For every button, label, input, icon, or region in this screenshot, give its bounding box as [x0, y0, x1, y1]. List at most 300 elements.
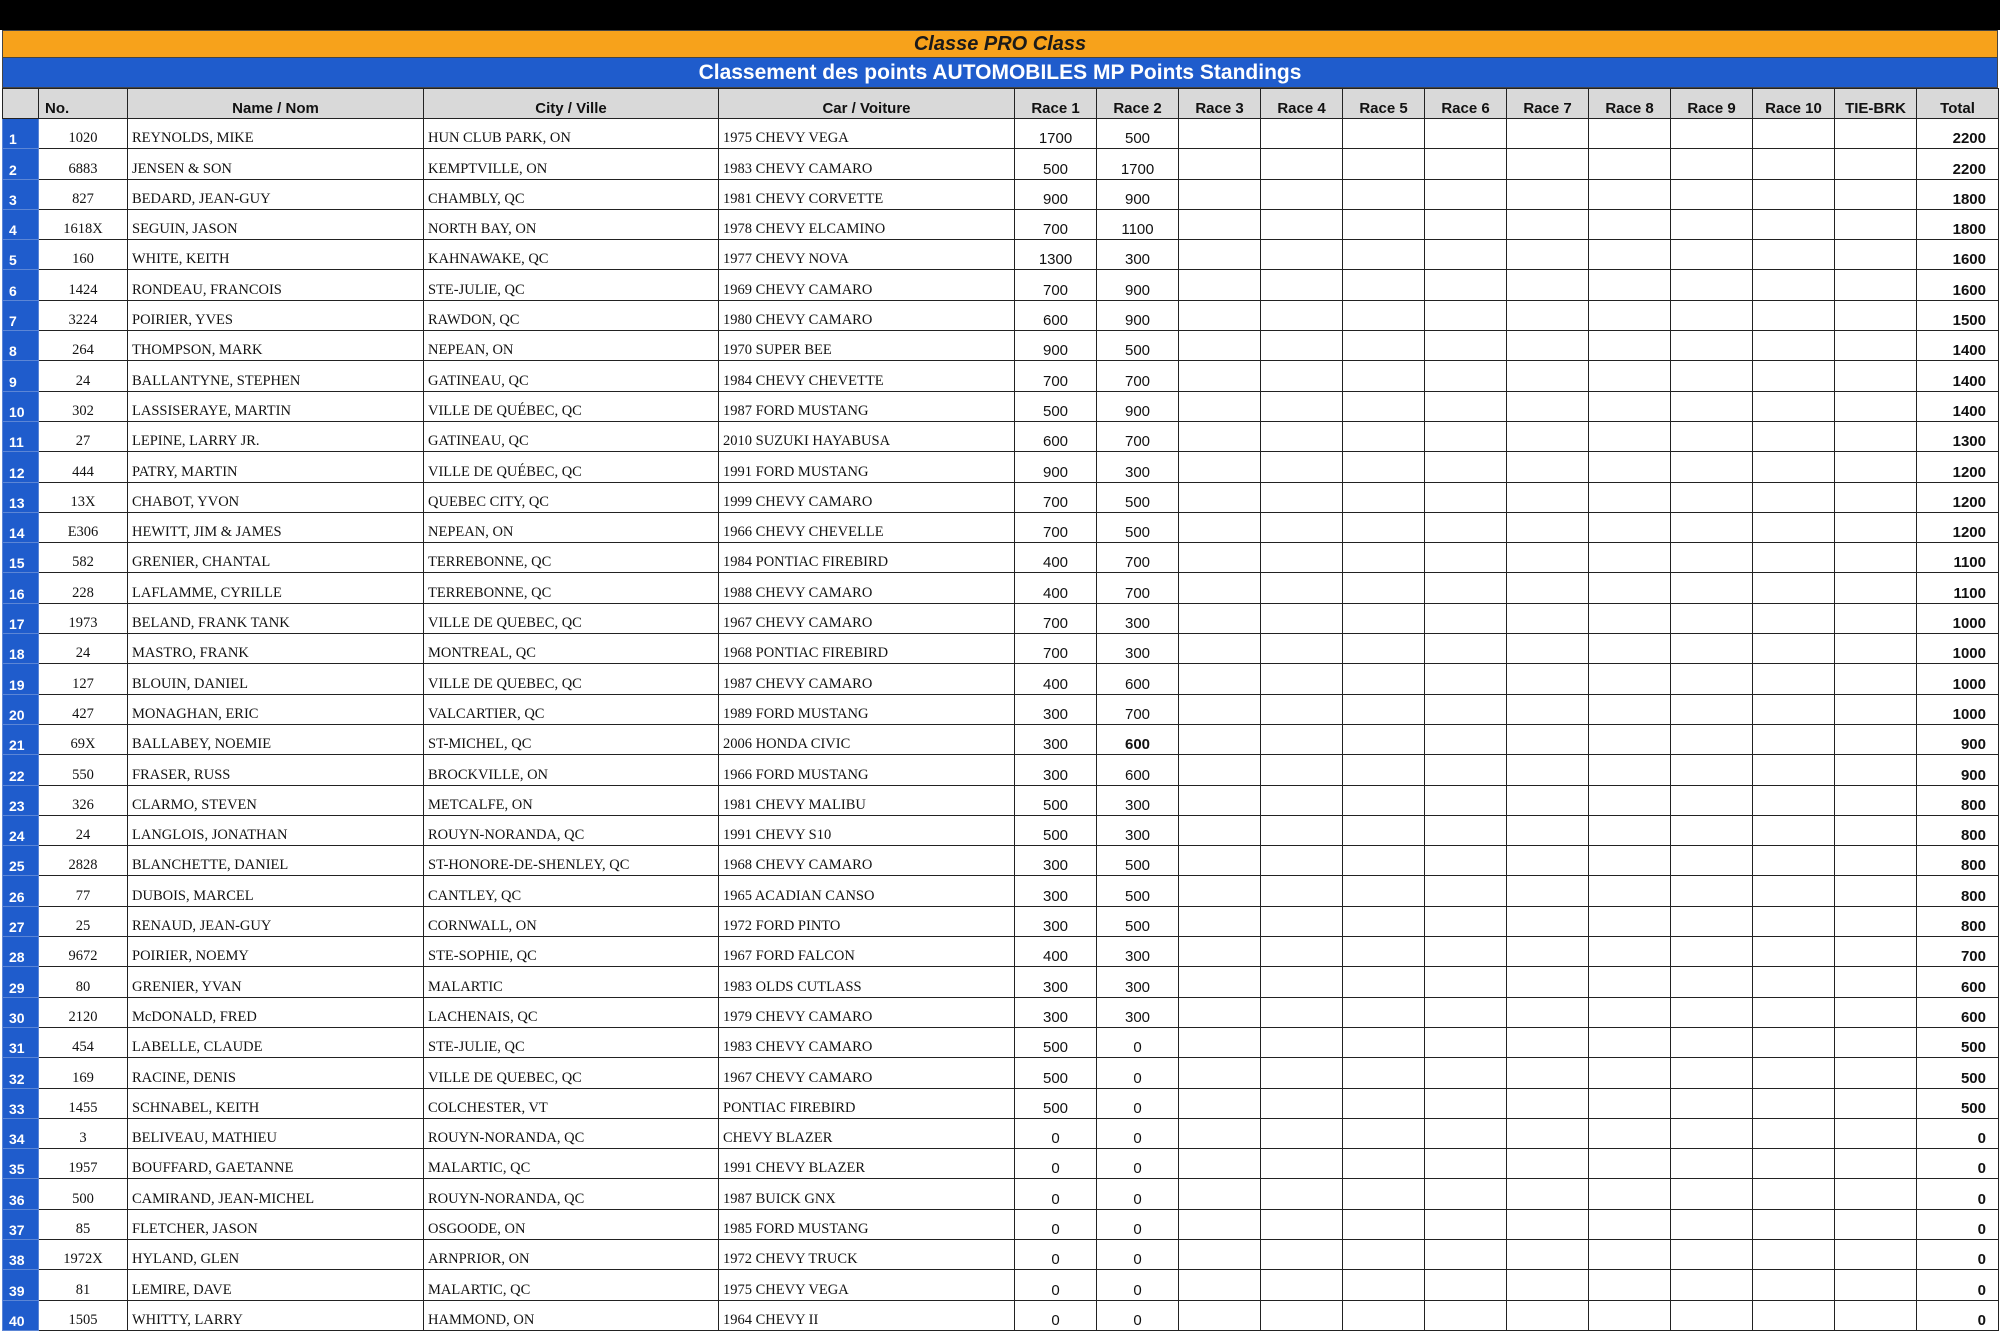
race-1-cell: 500: [1015, 149, 1097, 179]
total-cell: 1600: [1917, 240, 1999, 270]
total-cell: 900: [1917, 724, 1999, 754]
table-row: [3, 967, 1999, 997]
race-5-cell: [1343, 997, 1425, 1027]
tie-break-cell: [1835, 1118, 1917, 1148]
race-1-cell: 400: [1015, 543, 1097, 573]
city-cell: STE-JULIE, QC: [424, 1027, 719, 1057]
race-7-cell: [1507, 331, 1589, 361]
race-8-cell: [1589, 209, 1671, 239]
race-4-cell: [1261, 119, 1343, 149]
race-8-cell: [1589, 270, 1671, 300]
race-4-cell: [1261, 724, 1343, 754]
race-10-cell: [1753, 603, 1835, 633]
car-number-cell: 1973: [39, 603, 128, 633]
city-cell: OSGOODE, ON: [424, 1209, 719, 1239]
race-8-cell: [1589, 482, 1671, 512]
race-9-cell: [1671, 846, 1753, 876]
race-5-cell: [1343, 694, 1425, 724]
car-number-cell: 24: [39, 634, 128, 664]
race-9-cell: [1671, 724, 1753, 754]
race-6-header: Race 6: [1425, 89, 1507, 119]
city-cell: ST-HONORE-DE-SHENLEY, QC: [424, 846, 719, 876]
car-model-cell: 1970 SUPER BEE: [719, 331, 1015, 361]
race-4-cell: [1261, 937, 1343, 967]
race-10-cell: [1753, 815, 1835, 845]
name-header: Name / Nom: [128, 89, 424, 119]
race-8-cell: [1589, 149, 1671, 179]
driver-name-cell: BLOUIN, DANIEL: [128, 664, 424, 694]
race-5-cell: [1343, 331, 1425, 361]
race-10-cell: [1753, 785, 1835, 815]
race-7-cell: [1507, 543, 1589, 573]
race-1-cell: 300: [1015, 906, 1097, 936]
race-3-cell: [1179, 967, 1261, 997]
total-cell: 1000: [1917, 634, 1999, 664]
race-6-cell: [1425, 815, 1507, 845]
car-model-cell: 1991 FORD MUSTANG: [719, 452, 1015, 482]
race-8-cell: [1589, 300, 1671, 330]
race-5-cell: [1343, 1118, 1425, 1148]
driver-name-cell: DUBOIS, MARCEL: [128, 876, 424, 906]
tie-break-cell: [1835, 119, 1917, 149]
race-10-cell: [1753, 876, 1835, 906]
race-5-cell: [1343, 1270, 1425, 1300]
rank-cell: 13: [3, 482, 39, 512]
race-1-cell: 600: [1015, 421, 1097, 451]
rank-cell: 35: [3, 1149, 39, 1179]
race-8-cell: [1589, 664, 1671, 694]
race-10-cell: [1753, 1239, 1835, 1269]
race-7-cell: [1507, 300, 1589, 330]
car-model-cell: 1972 CHEVY TRUCK: [719, 1239, 1015, 1269]
table-row: [3, 755, 1999, 785]
tie-break-cell: [1835, 937, 1917, 967]
race-4-cell: [1261, 1088, 1343, 1118]
table-row: [3, 1027, 1999, 1057]
car-model-cell: 1965 ACADIAN CANSO: [719, 876, 1015, 906]
driver-name-cell: POIRIER, NOEMY: [128, 937, 424, 967]
race-8-cell: [1589, 240, 1671, 270]
top-black-bar: [0, 0, 2000, 30]
car-number-cell: 127: [39, 664, 128, 694]
race-8-cell: [1589, 785, 1671, 815]
race-1-cell: 600: [1015, 300, 1097, 330]
race-2-cell: 300: [1097, 815, 1179, 845]
race-3-header: Race 3: [1179, 89, 1261, 119]
car-number-cell: 3: [39, 1118, 128, 1148]
race-1-cell: 900: [1015, 179, 1097, 209]
car-model-cell: 1966 FORD MUSTANG: [719, 755, 1015, 785]
tie-break-cell: [1835, 1179, 1917, 1209]
race-9-cell: [1671, 603, 1753, 633]
race-1-cell: 500: [1015, 391, 1097, 421]
race-5-cell: [1343, 1239, 1425, 1269]
race-6-cell: [1425, 1209, 1507, 1239]
city-cell: VILLE DE QUEBEC, QC: [424, 664, 719, 694]
race-2-cell: 0: [1097, 1209, 1179, 1239]
race-4-cell: [1261, 543, 1343, 573]
race-4-cell: [1261, 815, 1343, 845]
race-7-cell: [1507, 1179, 1589, 1209]
city-cell: STE-SOPHIE, QC: [424, 937, 719, 967]
driver-name-cell: CAMIRAND, JEAN-MICHEL: [128, 1179, 424, 1209]
table-row: [3, 603, 1999, 633]
rank-cell: 15: [3, 543, 39, 573]
race-7-cell: [1507, 391, 1589, 421]
race-2-cell: 0: [1097, 1118, 1179, 1148]
race-3-cell: [1179, 543, 1261, 573]
race-1-cell: 500: [1015, 1058, 1097, 1088]
race-6-cell: [1425, 361, 1507, 391]
race-1-cell: 0: [1015, 1118, 1097, 1148]
table-row: [3, 785, 1999, 815]
driver-name-cell: BEDARD, JEAN-GUY: [128, 179, 424, 209]
race-3-cell: [1179, 1058, 1261, 1088]
table-row: [3, 119, 1999, 149]
tie-break-cell: [1835, 785, 1917, 815]
race-4-cell: [1261, 694, 1343, 724]
race-2-cell: 700: [1097, 421, 1179, 451]
race-5-cell: [1343, 876, 1425, 906]
city-cell: GATINEAU, QC: [424, 421, 719, 451]
race-2-cell: 500: [1097, 906, 1179, 936]
race-9-cell: [1671, 361, 1753, 391]
driver-name-cell: JENSEN & SON: [128, 149, 424, 179]
race-4-cell: [1261, 1118, 1343, 1148]
rank-cell: 14: [3, 512, 39, 542]
race-9-cell: [1671, 1027, 1753, 1057]
race-1-cell: 0: [1015, 1270, 1097, 1300]
car-model-cell: 1983 CHEVY CAMARO: [719, 149, 1015, 179]
race-7-cell: [1507, 149, 1589, 179]
race-5-cell: [1343, 603, 1425, 633]
car-number-cell: 169: [39, 1058, 128, 1088]
race-6-cell: [1425, 694, 1507, 724]
total-cell: 0: [1917, 1300, 1999, 1330]
race-3-cell: [1179, 997, 1261, 1027]
rank-cell: 9: [3, 361, 39, 391]
driver-name-cell: BELAND, FRANK TANK: [128, 603, 424, 633]
race-10-cell: [1753, 119, 1835, 149]
race-8-cell: [1589, 724, 1671, 754]
race-9-cell: [1671, 331, 1753, 361]
race-4-cell: [1261, 482, 1343, 512]
race-8-cell: [1589, 846, 1671, 876]
tie-break-cell: [1835, 240, 1917, 270]
car-number-cell: 27: [39, 421, 128, 451]
table-row: [3, 331, 1999, 361]
race-4-cell: [1261, 240, 1343, 270]
race-9-cell: [1671, 482, 1753, 512]
car-model-cell: 1968 CHEVY CAMARO: [719, 846, 1015, 876]
race-9-cell: [1671, 1300, 1753, 1330]
race-3-cell: [1179, 694, 1261, 724]
table-row: [3, 421, 1999, 451]
race-4-cell: [1261, 1239, 1343, 1269]
race-9-cell: [1671, 1118, 1753, 1148]
race-5-cell: [1343, 482, 1425, 512]
race-7-cell: [1507, 270, 1589, 300]
race-1-cell: 0: [1015, 1179, 1097, 1209]
driver-name-cell: SCHNABEL, KEITH: [128, 1088, 424, 1118]
race-5-cell: [1343, 1209, 1425, 1239]
tie-break-cell: [1835, 1088, 1917, 1118]
race-7-cell: [1507, 1270, 1589, 1300]
race-10-cell: [1753, 240, 1835, 270]
race-7-cell: [1507, 937, 1589, 967]
race-9-cell: [1671, 1209, 1753, 1239]
race-9-cell: [1671, 1149, 1753, 1179]
race-2-cell: 300: [1097, 603, 1179, 633]
car-model-cell: 1968 PONTIAC FIREBIRD: [719, 634, 1015, 664]
driver-name-cell: LEMIRE, DAVE: [128, 1270, 424, 1300]
car-model-cell: 1988 CHEVY CAMARO: [719, 573, 1015, 603]
tie-break-cell: [1835, 1209, 1917, 1239]
race-9-cell: [1671, 664, 1753, 694]
rank-cell: 4: [3, 209, 39, 239]
driver-name-cell: CLARMO, STEVEN: [128, 785, 424, 815]
total-cell: 0: [1917, 1239, 1999, 1269]
race-4-cell: [1261, 1270, 1343, 1300]
race-10-cell: [1753, 1300, 1835, 1330]
city-cell: MALARTIC, QC: [424, 1270, 719, 1300]
race-1-cell: 900: [1015, 331, 1097, 361]
rank-cell: 19: [3, 664, 39, 694]
tie-break-cell: [1835, 361, 1917, 391]
driver-name-cell: RACINE, DENIS: [128, 1058, 424, 1088]
race-7-cell: [1507, 634, 1589, 664]
race-3-cell: [1179, 785, 1261, 815]
car-model-cell: 1977 CHEVY NOVA: [719, 240, 1015, 270]
race-4-cell: [1261, 300, 1343, 330]
car-number-cell: 85: [39, 1209, 128, 1239]
race-10-cell: [1753, 846, 1835, 876]
race-7-cell: [1507, 846, 1589, 876]
race-9-cell: [1671, 179, 1753, 209]
driver-name-cell: BLANCHETTE, DANIEL: [128, 846, 424, 876]
race-5-cell: [1343, 937, 1425, 967]
total-cell: 500: [1917, 1088, 1999, 1118]
race-8-cell: [1589, 967, 1671, 997]
race-4-cell: [1261, 634, 1343, 664]
driver-name-cell: LASSISERAYE, MARTIN: [128, 391, 424, 421]
race-6-cell: [1425, 391, 1507, 421]
rank-cell: 38: [3, 1239, 39, 1269]
race-1-cell: 400: [1015, 664, 1097, 694]
race-8-cell: [1589, 361, 1671, 391]
race-6-cell: [1425, 1149, 1507, 1179]
race-8-cell: [1589, 937, 1671, 967]
city-cell: VILLE DE QUÉBEC, QC: [424, 391, 719, 421]
car-header: Car / Voiture: [719, 89, 1015, 119]
race-6-cell: [1425, 421, 1507, 451]
race-3-cell: [1179, 937, 1261, 967]
race-7-cell: [1507, 724, 1589, 754]
race-9-cell: [1671, 1179, 1753, 1209]
race-6-cell: [1425, 603, 1507, 633]
race-7-cell: [1507, 512, 1589, 542]
race-2-cell: 0: [1097, 1270, 1179, 1300]
race-9-cell: [1671, 391, 1753, 421]
race-3-cell: [1179, 179, 1261, 209]
race-5-cell: [1343, 361, 1425, 391]
race-4-cell: [1261, 1179, 1343, 1209]
race-4-cell: [1261, 573, 1343, 603]
driver-name-cell: CHABOT, YVON: [128, 482, 424, 512]
race-2-cell: 900: [1097, 270, 1179, 300]
race-3-cell: [1179, 1118, 1261, 1148]
race-3-cell: [1179, 270, 1261, 300]
total-cell: 0: [1917, 1270, 1999, 1300]
race-5-cell: [1343, 543, 1425, 573]
race-3-cell: [1179, 391, 1261, 421]
race-5-cell: [1343, 815, 1425, 845]
race-8-cell: [1589, 573, 1671, 603]
rank-cell: 36: [3, 1179, 39, 1209]
race-9-cell: [1671, 1058, 1753, 1088]
race-6-cell: [1425, 1270, 1507, 1300]
race-6-cell: [1425, 846, 1507, 876]
race-10-cell: [1753, 149, 1835, 179]
race-9-cell: [1671, 997, 1753, 1027]
standings-title: Classement des points AUTOMOBILES MP Points Standings: [2, 58, 1998, 88]
car-number-cell: 69X: [39, 724, 128, 754]
race-1-cell: 500: [1015, 815, 1097, 845]
car-model-cell: 1966 CHEVY CHEVELLE: [719, 512, 1015, 542]
city-cell: VALCARTIER, QC: [424, 694, 719, 724]
race-10-cell: [1753, 1270, 1835, 1300]
race-9-cell: [1671, 573, 1753, 603]
tie-break-cell: [1835, 209, 1917, 239]
race-1-cell: 900: [1015, 452, 1097, 482]
race-5-cell: [1343, 724, 1425, 754]
city-cell: LACHENAIS, QC: [424, 997, 719, 1027]
race-1-cell: 700: [1015, 634, 1097, 664]
race-1-cell: 700: [1015, 270, 1097, 300]
car-model-cell: 2010 SUZUKI HAYABUSA: [719, 421, 1015, 451]
total-cell: 1100: [1917, 573, 1999, 603]
race-9-header: Race 9: [1671, 89, 1753, 119]
race-4-cell: [1261, 421, 1343, 451]
tie-break-cell: [1835, 1058, 1917, 1088]
no-header: No.: [39, 89, 128, 119]
total-cell: 800: [1917, 815, 1999, 845]
race-5-cell: [1343, 240, 1425, 270]
rank-cell: 30: [3, 997, 39, 1027]
race-9-cell: [1671, 270, 1753, 300]
city-cell: CANTLEY, QC: [424, 876, 719, 906]
car-number-cell: 81: [39, 1270, 128, 1300]
car-number-cell: 24: [39, 361, 128, 391]
race-5-cell: [1343, 1300, 1425, 1330]
race-8-cell: [1589, 694, 1671, 724]
race-10-cell: [1753, 482, 1835, 512]
city-cell: TERREBONNE, QC: [424, 543, 719, 573]
race-3-cell: [1179, 331, 1261, 361]
race-10-cell: [1753, 543, 1835, 573]
car-number-cell: 2120: [39, 997, 128, 1027]
city-cell: QUEBEC CITY, QC: [424, 482, 719, 512]
race-1-cell: 700: [1015, 603, 1097, 633]
race-6-cell: [1425, 997, 1507, 1027]
car-number-cell: 1957: [39, 1149, 128, 1179]
driver-name-cell: LANGLOIS, JONATHAN: [128, 815, 424, 845]
race-10-cell: [1753, 997, 1835, 1027]
race-2-cell: 600: [1097, 724, 1179, 754]
city-cell: NEPEAN, ON: [424, 512, 719, 542]
car-model-cell: 1991 CHEVY S10: [719, 815, 1015, 845]
total-cell: 1800: [1917, 179, 1999, 209]
race-2-cell: 900: [1097, 300, 1179, 330]
total-cell: 1600: [1917, 270, 1999, 300]
total-cell: 1200: [1917, 512, 1999, 542]
car-number-cell: 302: [39, 391, 128, 421]
race-8-cell: [1589, 603, 1671, 633]
race-4-cell: [1261, 1149, 1343, 1179]
driver-name-cell: FLETCHER, JASON: [128, 1209, 424, 1239]
tie-break-cell: [1835, 452, 1917, 482]
race-10-cell: [1753, 967, 1835, 997]
table-row: [3, 1209, 1999, 1239]
driver-name-cell: LAFLAMME, CYRILLE: [128, 573, 424, 603]
race-1-cell: 700: [1015, 482, 1097, 512]
tie-break-cell: [1835, 634, 1917, 664]
city-cell: BROCKVILLE, ON: [424, 755, 719, 785]
race-5-cell: [1343, 391, 1425, 421]
race-1-cell: 300: [1015, 876, 1097, 906]
race-2-cell: 300: [1097, 634, 1179, 664]
race-6-cell: [1425, 634, 1507, 664]
race-5-cell: [1343, 1058, 1425, 1088]
race-2-cell: 1100: [1097, 209, 1179, 239]
race-2-cell: 0: [1097, 1088, 1179, 1118]
race-6-cell: [1425, 512, 1507, 542]
car-model-cell: PONTIAC FIREBIRD: [719, 1088, 1015, 1118]
race-10-cell: [1753, 937, 1835, 967]
race-8-cell: [1589, 1088, 1671, 1118]
race-10-cell: [1753, 1027, 1835, 1057]
race-5-cell: [1343, 1027, 1425, 1057]
race-9-cell: [1671, 785, 1753, 815]
rank-cell: 25: [3, 846, 39, 876]
driver-name-cell: MONAGHAN, ERIC: [128, 694, 424, 724]
race-2-cell: 700: [1097, 694, 1179, 724]
car-model-cell: 1981 CHEVY MALIBU: [719, 785, 1015, 815]
race-3-cell: [1179, 482, 1261, 512]
driver-name-cell: HEWITT, JIM & JAMES: [128, 512, 424, 542]
race-9-cell: [1671, 694, 1753, 724]
race-5-cell: [1343, 512, 1425, 542]
rank-header: [3, 89, 39, 119]
race-5-cell: [1343, 421, 1425, 451]
rank-cell: 21: [3, 724, 39, 754]
total-cell: 1500: [1917, 300, 1999, 330]
city-cell: ARNPRIOR, ON: [424, 1239, 719, 1269]
driver-name-cell: GRENIER, CHANTAL: [128, 543, 424, 573]
race-2-cell: 500: [1097, 876, 1179, 906]
total-cell: 900: [1917, 755, 1999, 785]
race-5-cell: [1343, 452, 1425, 482]
race-3-cell: [1179, 119, 1261, 149]
driver-name-cell: BALLANTYNE, STEPHEN: [128, 361, 424, 391]
race-1-cell: 0: [1015, 1239, 1097, 1269]
race-10-cell: [1753, 1209, 1835, 1239]
race-5-cell: [1343, 755, 1425, 785]
race-9-cell: [1671, 512, 1753, 542]
table-row: [3, 512, 1999, 542]
race-6-cell: [1425, 1118, 1507, 1148]
car-model-cell: CHEVY BLAZER: [719, 1118, 1015, 1148]
